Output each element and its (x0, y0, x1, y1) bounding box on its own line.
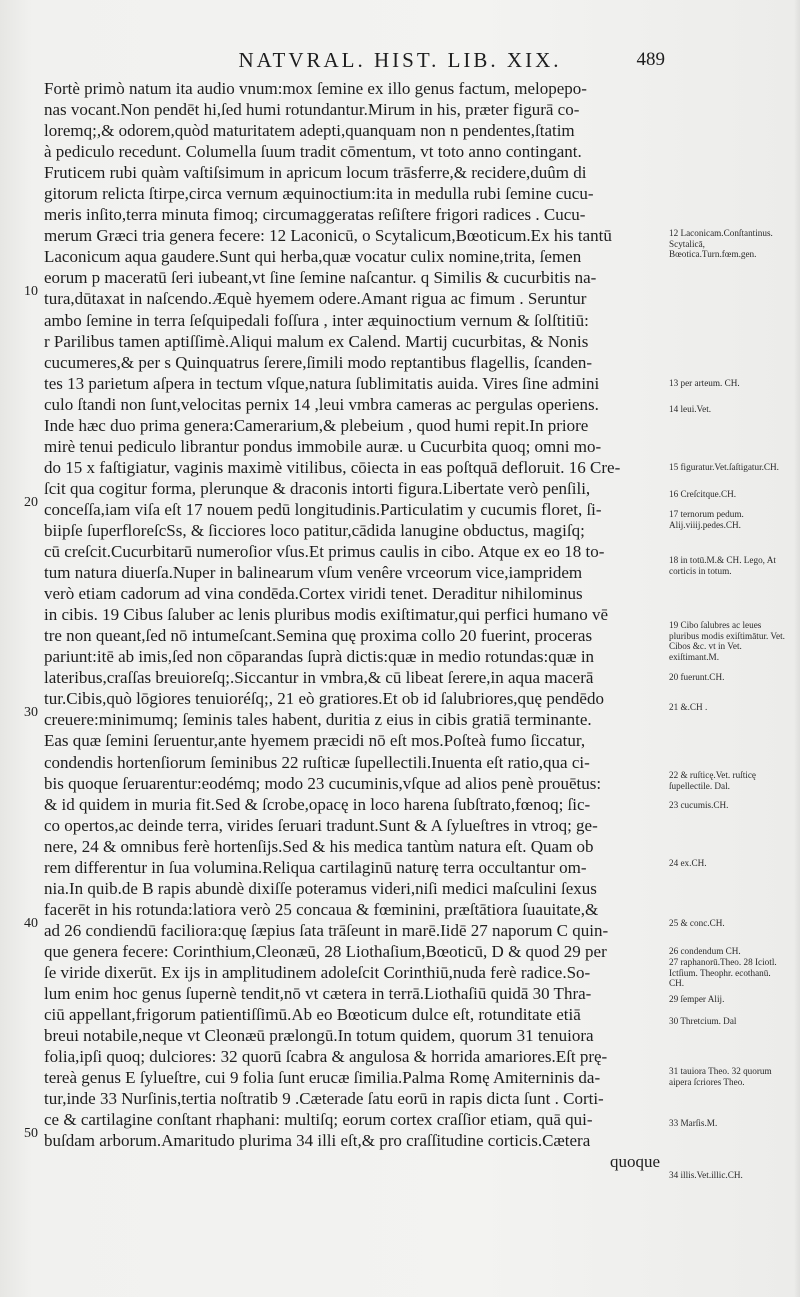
line-number: 50 (24, 1126, 38, 1141)
text-line: conceſſa,iam viſa eſt 17 nouem pedū longitudinis.Particulatim y cucumis floret, ſi- (44, 499, 602, 519)
text-line: Fortè primò natum ita audio vnum:mox ſemine ex illo genus factum, melopepo- (44, 79, 587, 98)
text-line: Fruticem rubi quàm vaſtiſsimum in apricum locum trāsferre,& recidere,duûm di (44, 163, 587, 183)
text-line: tur,inde 33 Nurſinis,tertia noſtratib 9 .Cæterade ſatu eorū in rapis dicta ſunt . Corti- (44, 1089, 604, 1109)
margin-note: 34 illis.Vet.illic.CH. (669, 1170, 743, 1180)
main-text (44, 78, 666, 1172)
margin-note: 16 Creſcitque.CH. (669, 489, 737, 499)
text-line: condendis hortenſiorum ſeminibus 22 ruſticæ ſupellectili.Inuenta eſt ratio,qua ci- (44, 752, 590, 772)
margin-note: 27 raphanorū.Theo. 28 Iciotl. Ictſium. Theophr. ecothanū. CH. (669, 957, 777, 988)
text-line: nere, 24 & omnibus ferè hortenſijs.Sed & his medica tantùm natura eſt. Quam ob (44, 836, 594, 856)
text-line: meris inſito,terra minuta fimoq; circumaggeratas reſiſtere frigori radices . Cucu- (44, 205, 586, 225)
text-line: ce & cartilagine conſtant rhaphani: multiſq; eorum cortex craſſior etiam, quā qui- (44, 1110, 593, 1130)
margin-note: 13 per arteum. CH. (669, 378, 740, 388)
text-line: cū creſcit.Cucurbitarū numeroſior vſus.Et primus caulis in cibo. Atque ex eo 18 to- (44, 542, 605, 562)
text-line: & id quidem in muria fit.Sed & ſcrobe,opacę in loco harena ſubſtrato,fœnoq; ſic- (44, 794, 591, 814)
text-line: merum Græci tria genera fecere: 12 Laconicū, o Scytalicum,Bœoticum.Ex his tantū (44, 226, 612, 246)
text-line: ciū appellant,frigorum patientiſſimū.Ab eo Bœoticum dulce eſt, rotunditate etiā (44, 1005, 581, 1025)
text-line: à pediculo recedunt. Columella ſuum tradit cōmentum, vt toto anno contingant. (44, 142, 582, 162)
text-line: co opertos,ac deinde terra, virides ſeruari tradunt.Sunt & A ſylueſtres in vtroq; ge- (44, 815, 598, 835)
text-line: ſe viride dixerūt. Ex ijs in amplitudinem adoleſcit Corinthiū,nuda ferè radice.So- (44, 962, 591, 982)
margin-note: 15 figuratur.Vet.ſaſtigatur.CH. (669, 462, 779, 472)
text-line: Inde hæc duo prima genera:Camerarium,& plebeium , quod humi repit.In priore (44, 415, 589, 435)
margin-note: 18 in totū.M.& CH. Lego, At corticis in totum. (669, 555, 776, 576)
text-line: tura,dūtaxat in naſcendo.Æquè hyemem odere.Amant rigua ac fimum . Seruntur (44, 289, 587, 309)
margin-note: 22 & ruſticę.Vet. ruſticę ſupellectile. Dal. (669, 770, 756, 791)
text-line: creuere:minimumq; ſeminis tales habent, duritia z eius in cibis gratiā terminante. (44, 710, 592, 730)
page-edge-shadow (794, 0, 800, 1297)
page-number: 489 (636, 49, 665, 70)
text-line: lum enim hoc genus ſupernè tendit,nō vt cætera in terrā.Liothaſiū quidā 30 Thra- (44, 984, 592, 1004)
text-line: cucumeres,& per s Quinquatrus ſerere,ſimili modo reptantibus flagellis, ſcanden- (44, 352, 593, 372)
text-line: do 15 x faſtigiatur, vaginis maximè vitilibus, cōiecta in eas poſtquā defloruit. 16 Cre- (44, 457, 621, 477)
margin-note: 23 cucumis.CH. (669, 800, 729, 810)
text-line: eorum p maceratū ſeri iubeant,vt ſine ſemine naſcantur. q Similis & cucurbitis na- (44, 268, 597, 288)
text-line: ſcit qua cogitur forma, plerunque & draconis intorti figura.Libertate verò penſili, (44, 478, 591, 498)
line-number: 10 (24, 284, 38, 299)
text-line: tes 13 parietum aſpera in tectum vſque,natura ſublimitatis auida. Vires ſine admini (44, 373, 600, 393)
text-line: nia.In quib.de B rapis abundè dixiſſe poteramus videri,niſi medici maſculini ſexus (44, 878, 597, 898)
text-line: nas vocant.Non pendēt hi,ſed humi rotundantur.Mirum in his, præter figurā co- (44, 100, 580, 120)
margin-note: 25 & conc.CH. (669, 918, 725, 928)
margin-note: 33 Marſis.M. (669, 1118, 718, 1128)
text-line: gitorum relicta ſtirpe,circa vernum æquinoctium:ita in medulla rubi ſemine cucu- (44, 184, 594, 204)
margin-note: 31 tauiora Theo. 32 quorum aipera ſcriores Theo. (669, 1066, 772, 1087)
text-line: buſdam arborum.Amaritudo plurima 34 illi eſt,& pro craſſitudine corticis.Cætera (44, 1131, 591, 1151)
text-line: Eas quæ ſemini ſeruentur,ante hyemem præcidi nō eſt mos.Poſteà fumo ſiccatur, (44, 731, 586, 751)
text-line: tre non queant,ſed nō intumeſcant.Semina quę proxima collo 20 fuerint, proceras (44, 626, 593, 646)
text-line: mirè tenui pediculo librantur pondus immobile auræ. u Cucurbita quoq; omni mo- (44, 436, 602, 456)
text-line: rem differentur in ſua volumina.Reliqua cartilaginū naturę terra occultantur om- (44, 857, 587, 877)
text-line: biipſe ſuperfloreſcSs, & ſicciores loco patitur,cādida lanugine obductus, magiſq; (44, 520, 585, 540)
text-line: que genera fecere: Corinthium,Cleonæū, 28 Liothaſium,Bœoticū, D & quod 29 per (44, 941, 607, 961)
margin-note: 17 ternorum pedum. Alij.viiij.pedes.CH. (669, 509, 744, 530)
catchword: quoque (609, 1152, 660, 1172)
margin-note: 12 Laconicam.Conſtantinus. Scytalicā, Bœotica.Turn.fœm.gen. (669, 228, 773, 259)
line-number: 20 (24, 495, 38, 510)
line-number: 30 (24, 705, 38, 720)
text-line: facerēt in his rotunda:latiora verò 25 concaua & fœminini, præſtātiora ſuauitate,& (44, 899, 599, 919)
margin-note: 19 Cibo ſalubres ac leues pluribus modis exiſtimātur. Vet. Cibos &c. vt in Vet. exiſtimant.M. (669, 620, 785, 662)
text-line: loremq;,& odorem,quòd maturitatem adepti,quanquam non n pendentes,ſtatim (44, 121, 575, 141)
text-line: culo ſtandi non ſunt,velocitas pernix 14 ,leui vmbra cameras ac pergulas operiens. (44, 394, 599, 414)
margin-note: 30 Thretcium. Dal (669, 1016, 737, 1026)
text-line: bis quoque ſeruarentur:eodémq; modo 23 cucuminis,vſque ad alios penè prouētus: (44, 773, 602, 793)
text-line: in cibis. 19 Cibus ſaluber ac lenis pluribus modis exiſtimatur,qui perfici humano vē (44, 605, 608, 625)
margin-note: 14 leui.Vet. (669, 404, 712, 414)
text-line: folia,ipſi quoq; dulciores: 32 quorū ſcabra & angulosa & horrida amariores.Eſt prę- (44, 1047, 608, 1067)
text-line: breui notabile,neque vt Cleonæū prælongū.In totum quidem, quorum 31 tenuiora (44, 1026, 594, 1046)
text-line: pariunt:itē ab imis,ſed non cōparandas ſuprà dictis:quæ in medio rotundas:quæ in (44, 647, 595, 667)
text-line: tereà genus E ſylueſtre, cui 9 folia ſunt erucæ ſimilia.Palma Romę Amiterninis da- (44, 1068, 601, 1088)
text-line: tur.Cibis,quò lōgiores tenuioréſq;, 21 eò gratiores.Et ob id ſalubriores,quę pendēdo (44, 689, 604, 709)
margin-note: 20 fuerunt.CH. (669, 672, 725, 682)
text-line: verò etiam cadorum ad vina condēda.Cortex viridi tenet. Deraditur nihilominus (44, 584, 583, 604)
margin-note: 21 &.CH . (669, 702, 708, 712)
text-line: tum natura diuerſa.Nuper in balinearum vſum venêre vrceorum vice,iampridem (44, 563, 583, 583)
running-head: NATVRAL. HIST. LIB. XIX. (238, 48, 562, 72)
text-line: r Parilibus tamen aptiſſimè.Aliqui malum ex Calend. Martij cucurbitas, & Nonis (44, 331, 589, 351)
text-line: ambo ſemine in terra ſeſquipedali foſſura , inter æquinoctium vernum & ſolſtitiū: (44, 310, 589, 330)
margin-note: 26 condendum CH. (669, 946, 741, 956)
margin-note: 24 ex.CH. (669, 858, 707, 868)
margin-note: 29 ſemper Alij. (669, 994, 725, 1004)
text-line: Laconicum aqua gaudere.Sunt qui herba,quæ vocatur culix nomine,trita, ſemen (44, 247, 582, 267)
text-line: ad 26 condiendū faciliora:quę ſæpius ſata trāſeunt in marē.Iidē 27 naporum C quin- (44, 920, 609, 940)
text-line: lateribus,craſſas breuioreſq;.Siccantur in vmbra,& cū libeat ſerere,in aqua macerā (44, 668, 594, 688)
line-number: 40 (24, 916, 38, 931)
